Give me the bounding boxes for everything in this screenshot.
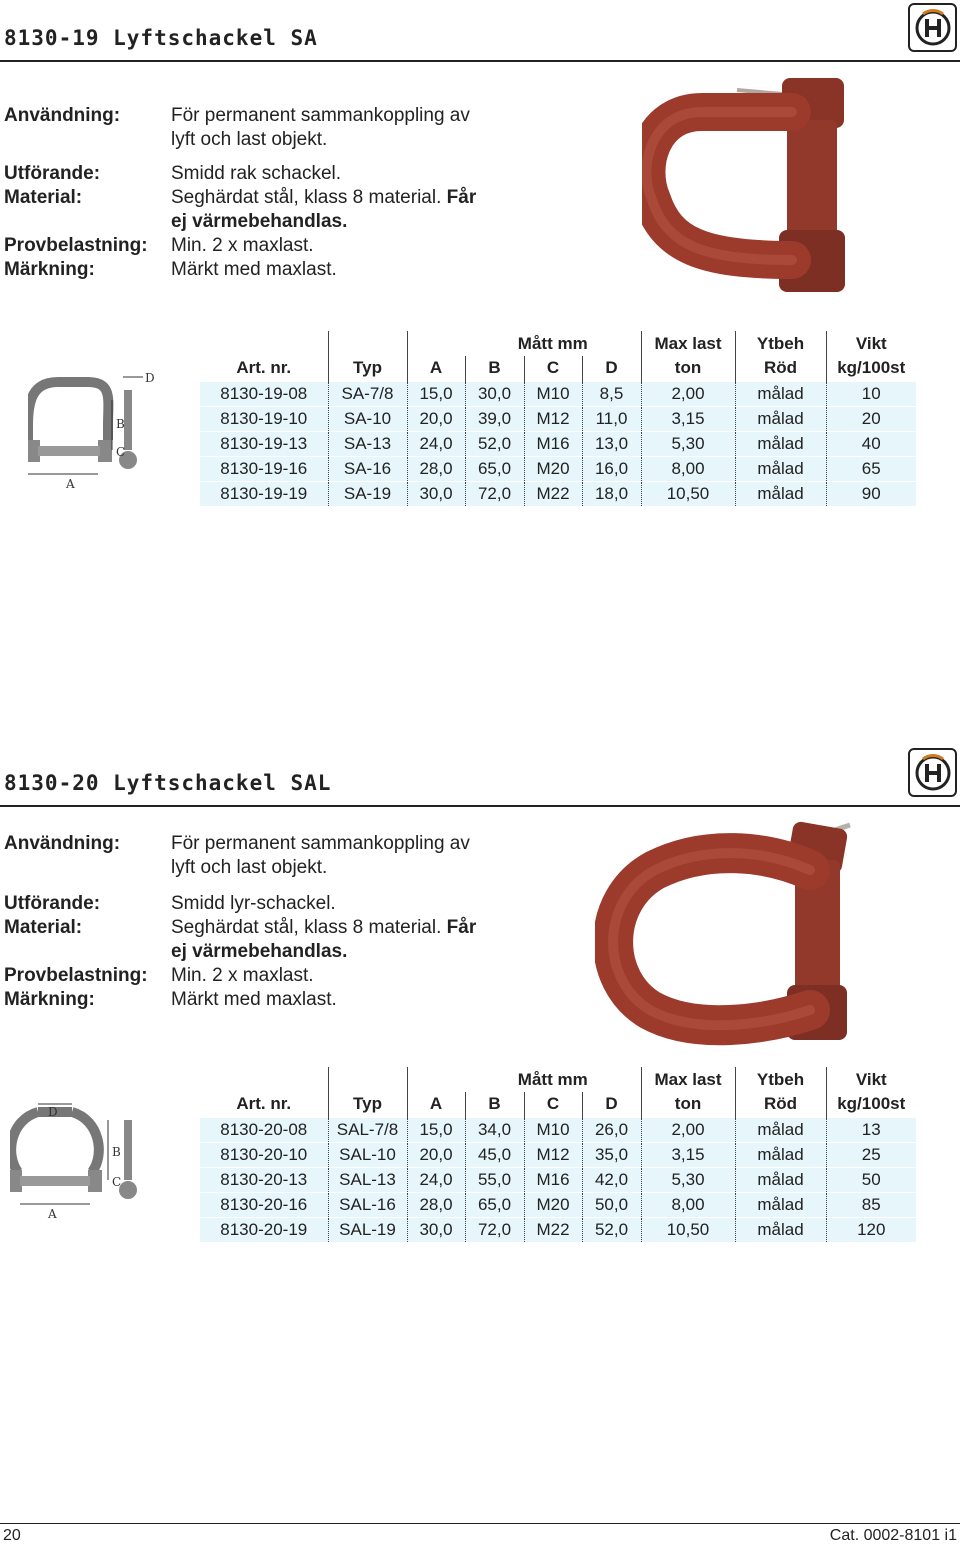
cell-ton: 3,15	[641, 1142, 735, 1167]
cell-rod: målad	[735, 481, 826, 506]
label-b: B	[112, 1145, 121, 1159]
cell-c: M12	[524, 1142, 582, 1167]
table-row	[200, 1167, 916, 1192]
cell-d: 50,0	[582, 1192, 641, 1217]
cell-a: 15,0	[407, 381, 465, 406]
cell-a: 30,0	[407, 481, 465, 506]
utforande-label: Utförande:	[4, 893, 101, 914]
cell-c: M12	[524, 406, 582, 431]
spec-list	[4, 104, 524, 282]
material-value-emphasis: Får	[446, 187, 477, 208]
brand-logo-icon	[908, 748, 957, 797]
anvandning-value-line2: lyft och last objekt.	[171, 129, 328, 150]
cell-d: 11,0	[582, 406, 641, 431]
col-header: B	[465, 1092, 524, 1117]
anvandning-label: Användning:	[4, 105, 121, 126]
title-divider	[0, 805, 960, 807]
cell-rod: målad	[735, 1217, 826, 1242]
group-header-ytbeh: Ytbeh	[735, 331, 826, 356]
material-value-line1: Seghärdat stål, klass 8 material.	[171, 187, 442, 208]
table-row	[200, 431, 916, 456]
brand-logo-icon	[908, 3, 957, 52]
material-value-emphasis: Får	[446, 917, 477, 938]
cell-a: 28,0	[407, 456, 465, 481]
cell-rod: målad	[735, 456, 826, 481]
cell-c: M16	[524, 1167, 582, 1192]
catalog-number: Cat. 0002-8101 i1	[829, 1527, 957, 1544]
cell-ton: 5,30	[641, 431, 735, 456]
cell-vikt: 90	[826, 481, 916, 506]
section-title: 8130-20 Lyftschackel SAL	[4, 771, 332, 795]
cell-typ: SAL-19	[328, 1217, 407, 1242]
cell-art-nr: 8130-20-16	[200, 1192, 328, 1217]
cell-d: 18,0	[582, 481, 641, 506]
cell-rod: målad	[735, 431, 826, 456]
utforande-value: Smidd rak schackel.	[171, 163, 342, 184]
cell-art-nr: 8130-19-16	[200, 456, 328, 481]
cell-vikt: 65	[826, 456, 916, 481]
col-header: kg/100st	[826, 1092, 916, 1117]
group-header-vikt: Vikt	[826, 1067, 916, 1092]
cell-typ: SA-16	[328, 456, 407, 481]
cell-vikt: 120	[826, 1217, 916, 1242]
col-header: ton	[641, 356, 735, 381]
group-header-matt: Mått mm	[465, 331, 641, 356]
page-number: 20	[3, 1527, 21, 1544]
provbelastning-label: Provbelastning:	[4, 965, 148, 986]
cell-c: M20	[524, 456, 582, 481]
cell-a: 24,0	[407, 431, 465, 456]
group-header-matt: Mått mm	[465, 1067, 641, 1092]
cell-typ: SAL-7/8	[328, 1117, 407, 1142]
col-header: Typ	[328, 1092, 407, 1117]
label-b: B	[116, 417, 125, 431]
markning-value: Märkt med maxlast.	[171, 989, 337, 1010]
cell-b: 65,0	[465, 1192, 524, 1217]
cell-c: M22	[524, 1217, 582, 1242]
table-row	[200, 481, 916, 506]
cell-vikt: 85	[826, 1192, 916, 1217]
table-row	[200, 1217, 916, 1242]
cell-rod: målad	[735, 406, 826, 431]
cell-ton: 8,00	[641, 456, 735, 481]
material-label: Material:	[4, 917, 83, 938]
label-c: C	[116, 445, 126, 459]
provbelastning-value: Min. 2 x maxlast.	[171, 235, 314, 256]
shackle-diagram	[28, 370, 168, 495]
cell-typ: SA-13	[328, 431, 407, 456]
cell-art-nr: 8130-19-19	[200, 481, 328, 506]
material-label: Material:	[4, 187, 83, 208]
cell-art-nr: 8130-20-10	[200, 1142, 328, 1167]
cell-d: 26,0	[582, 1117, 641, 1142]
cell-c: M16	[524, 431, 582, 456]
label-c: C	[112, 1175, 122, 1189]
col-header: kg/100st	[826, 356, 916, 381]
table-row	[200, 1142, 916, 1167]
bow-shackle-photo	[595, 815, 870, 1055]
cell-art-nr: 8130-20-08	[200, 1117, 328, 1142]
spec-table	[200, 1067, 916, 1242]
cell-b: 39,0	[465, 406, 524, 431]
utforande-label: Utförande:	[4, 163, 101, 184]
cell-vikt: 50	[826, 1167, 916, 1192]
utforande-value: Smidd lyr-schackel.	[171, 893, 336, 914]
cell-b: 55,0	[465, 1167, 524, 1192]
cell-a: 30,0	[407, 1217, 465, 1242]
cell-vikt: 40	[826, 431, 916, 456]
cell-b: 72,0	[465, 481, 524, 506]
material-value-line2: ej värmebehandlas.	[171, 941, 348, 962]
anvandning-value-line1: För permanent sammankoppling av	[171, 833, 470, 854]
cell-typ: SA-7/8	[328, 381, 407, 406]
shackle-photo	[642, 70, 932, 295]
cell-ton: 8,00	[641, 1192, 735, 1217]
col-header: Art. nr.	[200, 1092, 328, 1117]
group-header-vikt: Vikt	[826, 331, 916, 356]
provbelastning-value: Min. 2 x maxlast.	[171, 965, 314, 986]
title-divider	[0, 60, 960, 62]
cell-ton: 10,50	[641, 1217, 735, 1242]
cell-ton: 5,30	[641, 1167, 735, 1192]
provbelastning-label: Provbelastning:	[4, 235, 148, 256]
cell-b: 52,0	[465, 431, 524, 456]
cell-typ: SA-10	[328, 406, 407, 431]
col-header: A	[407, 356, 465, 381]
cell-d: 16,0	[582, 456, 641, 481]
cell-a: 20,0	[407, 1142, 465, 1167]
cell-art-nr: 8130-19-08	[200, 381, 328, 406]
table-row	[200, 406, 916, 431]
col-header: Röd	[735, 356, 826, 381]
col-header: C	[524, 1092, 582, 1117]
cell-c: M22	[524, 481, 582, 506]
cell-d: 52,0	[582, 1217, 641, 1242]
section-title: 8130-19 Lyftschackel SA	[4, 26, 318, 50]
table-row	[200, 1192, 916, 1217]
spec-list	[4, 832, 524, 1012]
cell-d: 13,0	[582, 431, 641, 456]
cell-ton: 10,50	[641, 481, 735, 506]
cell-b: 34,0	[465, 1117, 524, 1142]
anvandning-label: Användning:	[4, 833, 121, 854]
cell-vikt: 10	[826, 381, 916, 406]
markning-value: Märkt med maxlast.	[171, 259, 337, 280]
cell-d: 35,0	[582, 1142, 641, 1167]
cell-b: 30,0	[465, 381, 524, 406]
label-d: D	[145, 371, 155, 385]
cell-c: M10	[524, 1117, 582, 1142]
cell-art-nr: 8130-19-13	[200, 431, 328, 456]
col-header: ton	[641, 1092, 735, 1117]
cell-b: 45,0	[465, 1142, 524, 1167]
cell-art-nr: 8130-20-13	[200, 1167, 328, 1192]
label-a: A	[66, 477, 75, 491]
col-header: Art. nr.	[200, 356, 328, 381]
cell-vikt: 25	[826, 1142, 916, 1167]
cell-rod: målad	[735, 1167, 826, 1192]
material-value-line2: ej värmebehandlas.	[171, 211, 348, 232]
col-header: A	[407, 1092, 465, 1117]
group-header-ytbeh: Ytbeh	[735, 1067, 826, 1092]
cell-a: 24,0	[407, 1167, 465, 1192]
cell-c: M10	[524, 381, 582, 406]
group-header-maxlast: Max last	[641, 1067, 735, 1092]
cell-a: 20,0	[407, 406, 465, 431]
col-header: C	[524, 356, 582, 381]
cell-rod: målad	[735, 1142, 826, 1167]
cell-d: 42,0	[582, 1167, 641, 1192]
label-a: A	[48, 1207, 57, 1221]
bow-shackle-diagram	[10, 1100, 150, 1225]
anvandning-value-line1: För permanent sammankoppling av	[171, 105, 470, 126]
table-row	[200, 456, 916, 481]
cell-rod: målad	[735, 1192, 826, 1217]
cell-vikt: 13	[826, 1117, 916, 1142]
anvandning-value-line2: lyft och last objekt.	[171, 857, 328, 878]
material-value-line1: Seghärdat stål, klass 8 material.	[171, 917, 442, 938]
table-row	[200, 381, 916, 406]
markning-label: Märkning:	[4, 259, 95, 280]
cell-typ: SA-19	[328, 481, 407, 506]
cell-a: 15,0	[407, 1117, 465, 1142]
cell-vikt: 20	[826, 406, 916, 431]
cell-rod: målad	[735, 1117, 826, 1142]
cell-a: 28,0	[407, 1192, 465, 1217]
cell-typ: SAL-16	[328, 1192, 407, 1217]
cell-b: 72,0	[465, 1217, 524, 1242]
col-header: D	[582, 1092, 641, 1117]
label-d: D	[48, 1105, 58, 1119]
col-header: B	[465, 356, 524, 381]
col-header: Röd	[735, 1092, 826, 1117]
cell-typ: SAL-13	[328, 1167, 407, 1192]
cell-c: M20	[524, 1192, 582, 1217]
cell-d: 8,5	[582, 381, 641, 406]
cell-ton: 2,00	[641, 381, 735, 406]
cell-ton: 3,15	[641, 406, 735, 431]
cell-ton: 2,00	[641, 1117, 735, 1142]
col-header: D	[582, 356, 641, 381]
cell-art-nr: 8130-20-19	[200, 1217, 328, 1242]
cell-art-nr: 8130-19-10	[200, 406, 328, 431]
cell-b: 65,0	[465, 456, 524, 481]
group-header-maxlast: Max last	[641, 331, 735, 356]
footer-divider	[0, 1523, 960, 1524]
col-header: Typ	[328, 356, 407, 381]
spec-table	[200, 331, 916, 506]
cell-typ: SAL-10	[328, 1142, 407, 1167]
markning-label: Märkning:	[4, 989, 95, 1010]
cell-rod: målad	[735, 381, 826, 406]
table-row	[200, 1117, 916, 1142]
